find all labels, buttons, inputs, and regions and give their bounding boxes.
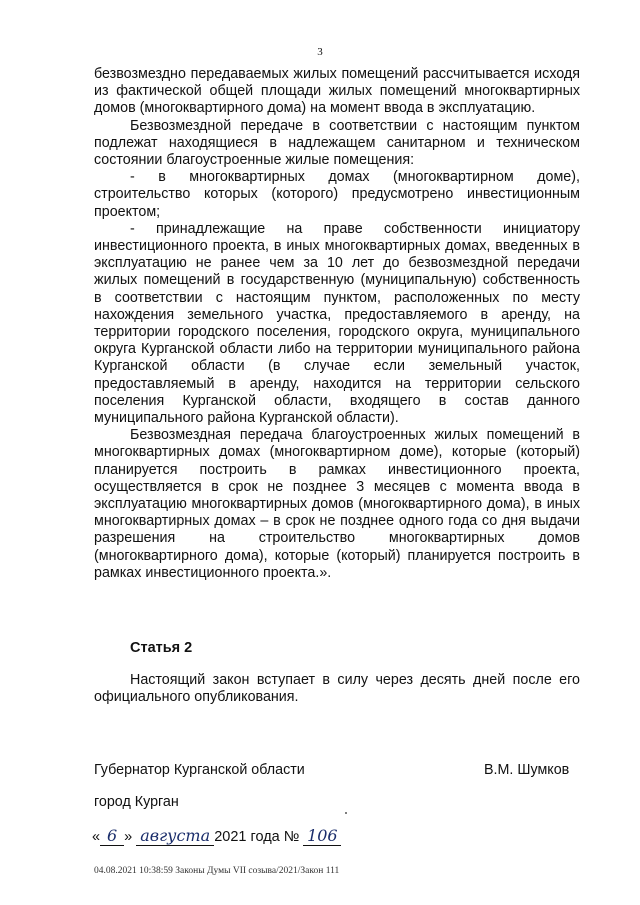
signatory-name: В.М. Шумков [484,762,570,778]
paragraph-entry-into-force: Настоящий закон вступает в силу через десять дней после его официального опубликования. [94,672,580,706]
signatory-title: Губернатор Курганской области [94,762,305,778]
open-quote: « [92,829,101,845]
year-and-number-label: 2021 года № [214,829,300,845]
ink-dot [345,812,347,814]
date-line [92,826,341,846]
list-item-new-buildings: - в многоквартирных домах (многоквартирном доме), строительство которых (которого) предусмотрено инвестиционным проектом; [94,169,580,220]
law-text-body [94,66,580,582]
list-item-owned-buildings: - принадлежащие на праве собственности инициатору инвестиционного проекта, в иных многоквартирных домах, введенных в эксплуатацию не ранее чем за 10 лет до безвозмездной передачи жилых помещений в государственную (муниципальную) собственность в соответствии с настоящим пунктом, расположенных по месту нахождения земельного участка, предоставляемого в аренду, на территории городского поселения, городского округа, муниципального округа Курганской области либо на территории муниципального района Курганской области (в случае если земельный участок, предоставляемый в аренду, находится на территории сельского поселения Курганской области, входящего в состав данного муниципального района Курганской области). [94,220,580,427]
article-heading: Статья 2 [130,640,193,656]
handwritten-day: 6 [100,826,124,846]
page-number: 3 [317,46,323,58]
city-line: город Курган [94,794,179,810]
document-footer: 04.08.2021 10:38:59 Законы Думы VII созыва/2021/Закон 111 [94,866,340,876]
paragraph-continuation: безвозмездно передаваемых жилых помещений рассчитывается исходя из фактической общей площади жилых помещений многоквартирных домов (многоквартирного дома) на момент ввода в эксплуатацию. [94,66,580,117]
paragraph-transfer-subject: Безвозмездной передаче в соответствии с настоящим пунктом подлежат находящиеся в надлежащем санитарном и техническом состоянии благоустроенные жилые помещения: [94,117,580,169]
paragraph-transfer-deadline: Безвозмездная передача благоустроенных жилых помещений в многоквартирных домах (многоквартирном доме), которые (который) планируется построить в рамках инвестиционного проекта, осуществляется в срок не позднее 3 месяцев с момента ввода в эксплуатацию многоквартирных домов (многоквартирного дома), в иных многоквартирных домах – в срок не позднее одного года со дня выдачи разрешения на строительство многоквартирных домов (многоквартирного дома), которые (который) планируется построить в рамках инвестиционного проекта.». [94,427,580,581]
close-quote: » [124,829,133,845]
handwritten-month: августа [136,826,214,846]
handwritten-law-number: 106 [303,826,341,846]
